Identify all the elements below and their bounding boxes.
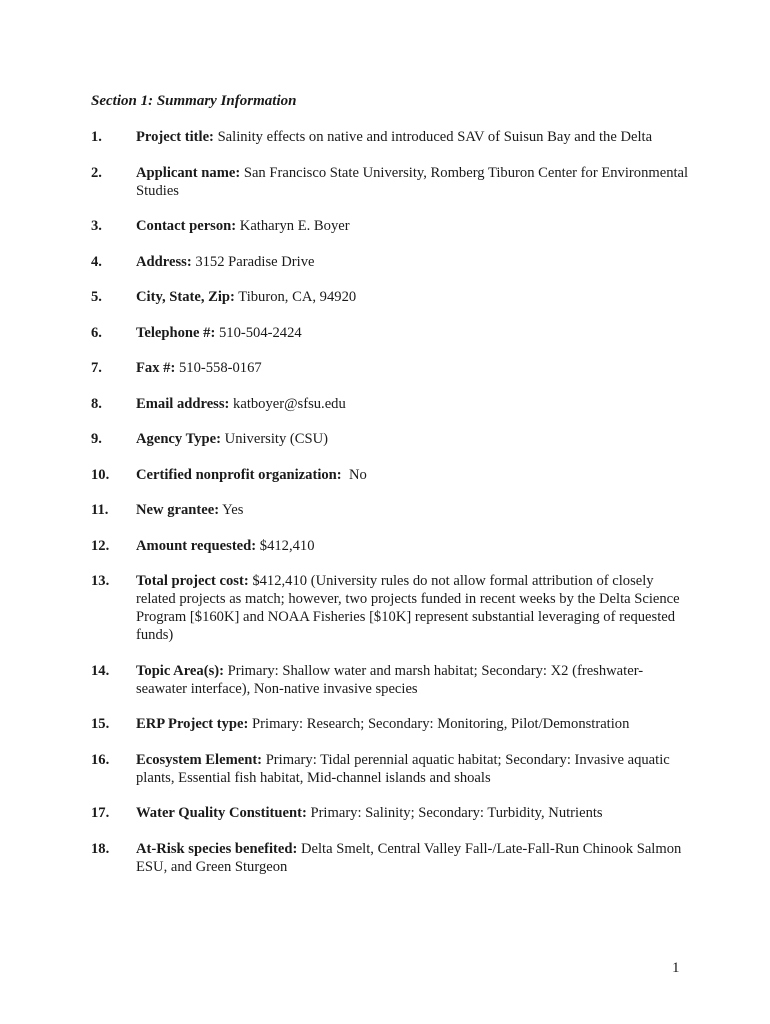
summary-item-5 — [91, 288, 691, 306]
item-number: 7. — [91, 360, 102, 376]
item-content — [136, 430, 691, 448]
item-value: Salinity effects on native and introduced SAV of Suisun Bay and the Delta — [213, 129, 653, 145]
item-number: 3. — [91, 218, 102, 234]
item-label: Topic Area(s): — [136, 662, 224, 679]
item-value: Katharyn E. Boyer — [236, 218, 350, 234]
item-value: University (CSU) — [221, 431, 329, 447]
summary-item-8 — [91, 395, 691, 413]
item-label: Amount requested: — [136, 537, 257, 554]
item-content — [136, 662, 691, 698]
item-label: Certified nonprofit organization: — [136, 466, 342, 483]
item-value: Primary: Salinity; Secondary: Turbidity, Nutrients — [306, 805, 603, 821]
item-content — [136, 128, 691, 146]
item-label: Fax #: — [136, 360, 176, 376]
item-value: Tiburon, CA, 94920 — [234, 289, 357, 305]
item-number: 1. — [91, 129, 102, 145]
item-content — [136, 395, 691, 413]
item-value: San Francisco State University, Romberg Tiburon Center for Environmental Studies — [136, 164, 689, 199]
item-content — [136, 324, 691, 342]
summary-item-4 — [91, 253, 691, 271]
summary-item-15 — [91, 715, 691, 733]
summary-item-3 — [91, 217, 691, 235]
item-content — [136, 288, 691, 306]
summary-item-18 — [91, 840, 691, 876]
item-content — [136, 751, 691, 787]
item-value: Delta Smelt, Central Valley Fall-/Late-Fall-Run Chinook Salmon ESU, and Green Sturgeon — [136, 840, 682, 875]
item-content — [136, 164, 691, 200]
item-label: Project title: — [136, 129, 214, 145]
item-number: 8. — [91, 395, 102, 412]
item-label: Total project cost: — [136, 573, 249, 589]
item-label: New grantee: — [136, 502, 220, 518]
item-number: 12. — [91, 537, 110, 554]
item-label: ERP Project type: — [136, 716, 249, 732]
item-content — [136, 217, 691, 235]
item-content — [136, 840, 691, 876]
item-content — [136, 537, 691, 555]
summary-item-9 — [91, 430, 691, 448]
item-number: 4. — [91, 253, 102, 270]
item-value: $412,410 — [256, 537, 315, 554]
item-value: Primary: Tidal perennial aquatic habitat; Secondary: Invasive aquatic plants, Essential fish habitat, Mid-channel islands and shoals — [136, 751, 670, 786]
item-value: Primary: Shallow water and marsh habitat; Secondary: X2 (freshwater-seawater interface), Non-native invasive species — [136, 662, 644, 697]
item-number: 2. — [91, 164, 102, 181]
item-content — [136, 501, 691, 519]
item-value: No — [341, 466, 367, 483]
page-number: 1 — [672, 960, 680, 976]
item-content — [136, 572, 691, 644]
item-label: Water Quality Constituent: — [136, 805, 307, 821]
item-label: Contact person: — [136, 218, 237, 234]
item-content — [136, 804, 691, 822]
item-number: 16. — [91, 751, 110, 768]
item-value: 510-558-0167 — [175, 360, 262, 376]
item-content — [136, 253, 691, 271]
item-number: 17. — [91, 805, 110, 821]
item-number: 5. — [91, 289, 102, 305]
item-content — [136, 466, 691, 484]
summary-item-13 — [91, 572, 691, 644]
summary-item-1 — [91, 128, 691, 146]
item-number: 10. — [91, 466, 110, 483]
summary-item-6 — [91, 324, 691, 342]
summary-item-14 — [91, 662, 691, 698]
item-number: 13. — [91, 573, 110, 589]
item-number: 11. — [91, 502, 109, 518]
item-number: 14. — [91, 662, 110, 679]
summary-item-17 — [91, 804, 691, 822]
item-value: Yes — [219, 502, 244, 518]
item-value: 510-504-2424 — [215, 324, 302, 341]
item-number: 9. — [91, 431, 102, 447]
item-label: Ecosystem Element: — [136, 751, 263, 768]
summary-item-11 — [91, 501, 691, 519]
item-value: katboyer@sfsu.edu — [229, 395, 346, 412]
item-number: 18. — [91, 840, 110, 857]
summary-list — [91, 128, 691, 893]
item-content — [136, 715, 691, 733]
item-label: Applicant name: — [136, 164, 241, 181]
item-label: Email address: — [136, 395, 230, 412]
item-value: 3152 Paradise Drive — [191, 253, 315, 270]
item-label: Telephone #: — [136, 324, 216, 341]
summary-item-16 — [91, 751, 691, 787]
item-value: $412,410 (University rules do not allow formal attribution of closely related projects as match; however, two projects funded in recent weeks by the Delta Science Program [$160K] and NOAA Fisheries [$10K] represent substantial leveraging of requested funds) — [136, 573, 680, 643]
section-title: Section 1: Summary Information — [91, 93, 297, 109]
summary-item-2 — [91, 164, 691, 200]
item-label: At-Risk species benefited: — [136, 840, 298, 857]
item-label: Agency Type: — [136, 431, 221, 447]
summary-item-7 — [91, 359, 691, 377]
item-number: 6. — [91, 324, 102, 341]
summary-item-12 — [91, 537, 691, 555]
item-label: City, State, Zip: — [136, 289, 235, 305]
item-number: 15. — [91, 716, 110, 732]
item-content — [136, 359, 691, 377]
summary-item-10 — [91, 466, 691, 484]
item-value: Primary: Research; Secondary: Monitoring, Pilot/Demonstration — [248, 716, 630, 732]
item-label: Address: — [136, 253, 192, 270]
